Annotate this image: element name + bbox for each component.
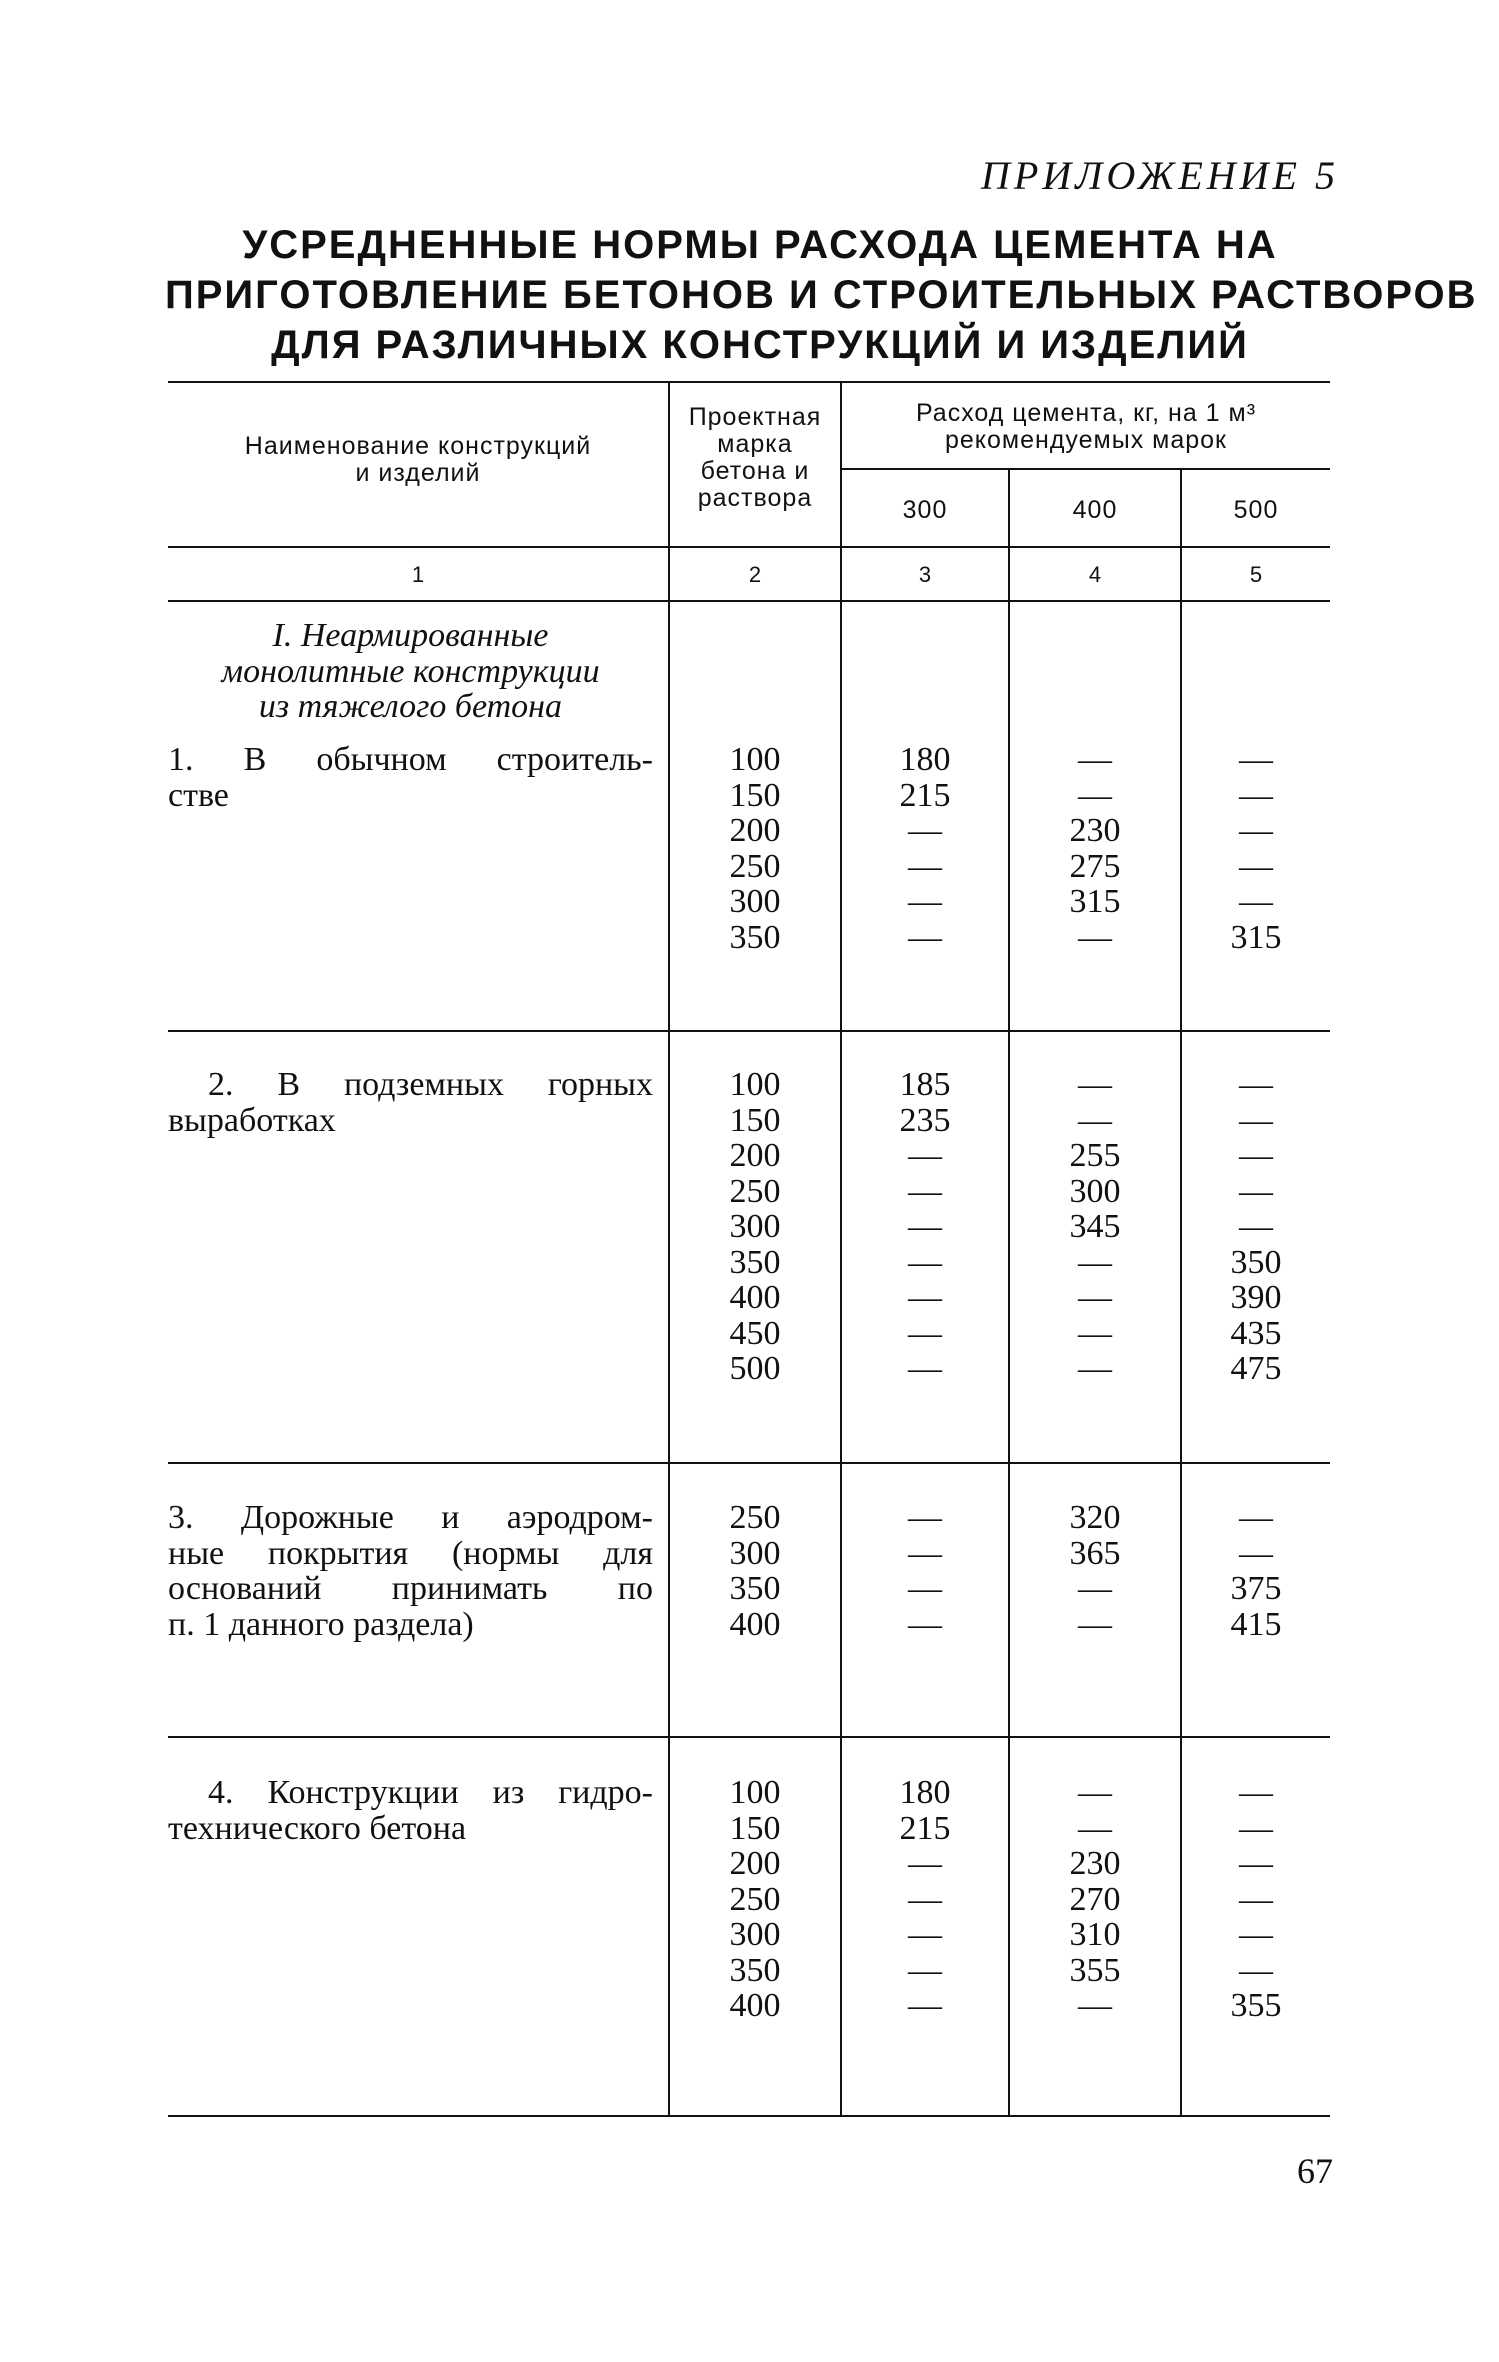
title-line: УСРЕДНЕННЫЕ НОРМЫ РАСХОДА ЦЕМЕНТА НА xyxy=(242,223,1278,267)
numbers-bottom-rule xyxy=(168,600,1330,602)
header-mark-line: Проектная xyxy=(688,403,822,431)
header-name-line: Наименование конструкций xyxy=(244,432,592,460)
column-number: 5 xyxy=(1249,562,1263,587)
appendix-label: ПРИЛОЖЕНИЕ 5 xyxy=(981,153,1339,198)
header-mark-line: раствора xyxy=(697,484,813,512)
row-name-line: 2. В подземных горных xyxy=(208,1066,653,1103)
cement-500-cell: — — — — — — 355 xyxy=(1230,1774,1282,2024)
row-name-line: выработках xyxy=(168,1101,336,1139)
row-name-line: стве xyxy=(168,776,229,814)
cement-400-cell: — — 230 275 315 — xyxy=(1069,741,1121,956)
cement-400-cell: — — 230 270 310 355 — xyxy=(1069,1774,1121,2024)
header-group-line: рекомендуемых марок xyxy=(945,426,1227,454)
column-number: 4 xyxy=(1088,562,1102,587)
header-grade-300: 300 xyxy=(902,496,948,524)
cement-300-cell: 185 235 — — — — — — — xyxy=(899,1066,951,1387)
cement-500-cell: — — — — — 315 xyxy=(1230,741,1282,956)
row-divider xyxy=(168,1030,1330,1032)
row-name-line: ные покрытия (нормы для xyxy=(168,1534,653,1572)
row-name-line: оснований принимать по xyxy=(168,1570,653,1607)
cement-300-cell: 180 215 — — — — xyxy=(899,741,951,956)
row-name-line: 1. В обычном строитель- xyxy=(168,741,653,778)
marks-cell: 100 150 200 250 300 350 400 450 500 xyxy=(729,1066,781,1387)
header-mark-line: марка xyxy=(717,430,793,458)
row-name xyxy=(168,1775,653,1846)
row-divider xyxy=(168,1736,1330,1738)
header-grade-400: 400 xyxy=(1072,496,1118,524)
table-top-rule xyxy=(168,381,1330,383)
page-number: 67 xyxy=(1297,2151,1333,2191)
section-line: из тяжелого бетона xyxy=(258,688,563,725)
header-name-line: и изделий xyxy=(355,459,481,487)
cement-400-cell: 320 365 — — xyxy=(1069,1499,1121,1643)
row-name-line: технического бетона xyxy=(168,1809,467,1847)
cement-300-cell: 180 215 — — — — — xyxy=(899,1774,951,2024)
marks-cell: 250 300 350 400 xyxy=(729,1499,781,1643)
row-name xyxy=(168,1067,653,1138)
section-line: монолитные конструкции xyxy=(221,652,600,690)
column-number: 1 xyxy=(411,562,425,587)
title-line: ДЛЯ РАЗЛИЧНЫХ КОНСТРУКЦИЙ И ИЗДЕЛИЙ xyxy=(271,323,1249,367)
cement-500-cell: — — 375 415 xyxy=(1230,1499,1282,1643)
header-name xyxy=(168,433,668,487)
cement-300-cell: — — — — xyxy=(908,1499,942,1643)
row-name-line: п. 1 данного раздела) xyxy=(168,1605,474,1643)
header-mark-line: бетона и xyxy=(700,457,810,485)
row-name-line: 4. Конструкции из гидро- xyxy=(208,1774,653,1811)
table-bottom-rule xyxy=(168,2115,1330,2117)
header-cement-group xyxy=(842,400,1330,454)
title-line: ПРИГОТОВЛЕНИЕ БЕТОНОВ И СТРОИТЕЛЬНЫХ РАСТВОРОВ xyxy=(165,273,1478,317)
header-grade-500: 500 xyxy=(1233,496,1279,524)
cement-400-cell: — — 255 300 345 — — — — xyxy=(1069,1066,1121,1387)
row-name xyxy=(168,1500,653,1642)
marks-cell: 100 150 200 250 300 350 xyxy=(729,741,781,956)
section-heading xyxy=(168,618,653,725)
header-mark xyxy=(670,404,840,512)
column-number: 2 xyxy=(748,562,762,587)
header-bottom-rule xyxy=(168,546,1330,548)
header-group-line: Расход цемента, кг, на 1 м³ xyxy=(915,399,1257,427)
cement-500-cell: — — — — — 350 390 435 475 xyxy=(1230,1066,1282,1387)
column-number: 3 xyxy=(918,562,932,587)
section-line: I. Неармированные xyxy=(272,617,549,654)
row-name-line: 3. Дорожные и аэродром- xyxy=(168,1499,653,1536)
row-divider xyxy=(168,1462,1330,1464)
page-title xyxy=(165,220,1478,370)
group-rule xyxy=(840,468,1330,470)
row-name xyxy=(168,742,653,813)
marks-cell: 100 150 200 250 300 350 400 xyxy=(729,1774,781,2024)
